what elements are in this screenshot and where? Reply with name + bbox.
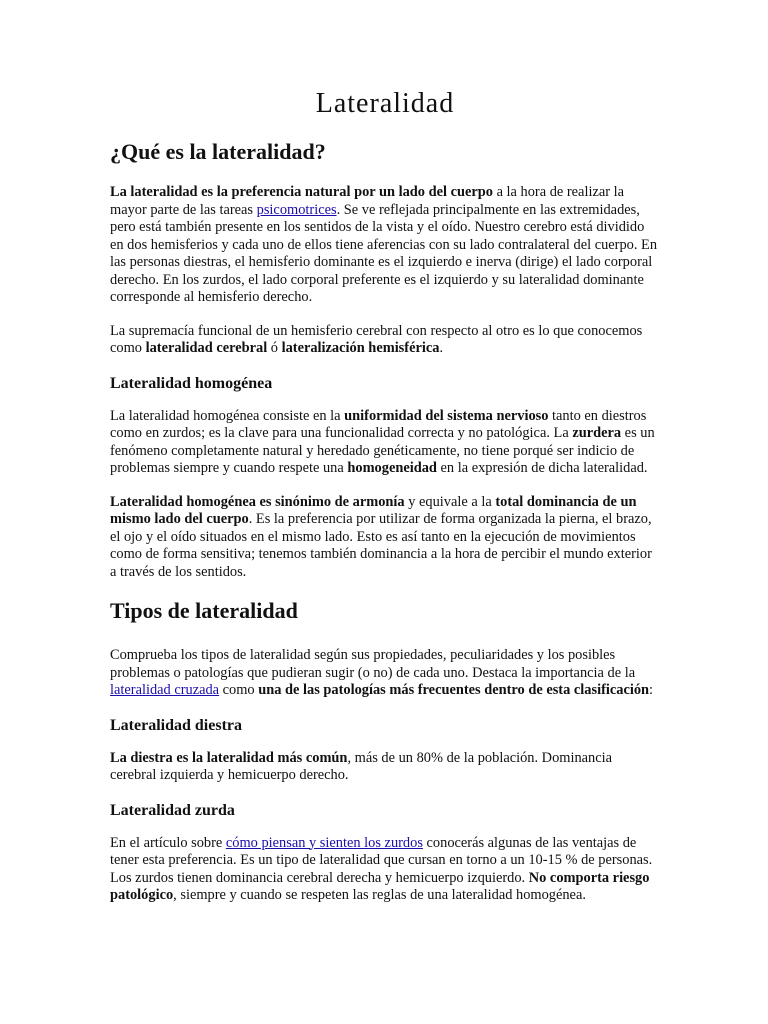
text: conocerás algunas de las ventajas de tener esta preferencia. Es un tipo de lateralidad que cursan en torno a un 10-15 % de personas. Los zurdos tienen dominancia cerebral derecha y hemicuerpo izquierdo.: [110, 834, 653, 886]
bold-text: La lateralidad es la preferencia natural por un lado del cuerpo: [110, 184, 493, 200]
bold-text: lateralidad cerebral: [145, 340, 268, 356]
paragraph-tipos: [110, 647, 660, 700]
bold-text: Lateralidad homogénea es sinónimo de armonía: [110, 493, 405, 510]
bold-text: total dominancia de un mismo lado del cuerpo: [110, 493, 637, 527]
text: En el artículo sobre: [110, 834, 226, 851]
text: y equivale a la: [404, 493, 496, 510]
text: a la hora de realizar la mayor parte de las tareas: [110, 184, 624, 218]
heading-tipos: Tipos de lateralidad: [110, 598, 298, 623]
heading-zurda: Lateralidad zurda: [110, 801, 235, 819]
heading-diestra: Lateralidad diestra: [110, 716, 242, 734]
paragraph-diestra: [110, 750, 660, 785]
paragraph-homogenea-1: [110, 408, 660, 478]
bold-text: homogeneidad: [347, 460, 437, 476]
bold-text: No comporta riesgo patológico: [110, 869, 650, 903]
page-title: Lateralidad: [315, 88, 455, 119]
heading-que-es: ¿Qué es la lateralidad?: [110, 139, 326, 164]
bold-text: lateralización hemisférica: [281, 340, 440, 356]
paragraph-supremacia: [110, 323, 660, 358]
text: . Se ve reflejada principalmente en las extremidades, pero está también presente en los sentidos de la vista y el oído. Nuestro cerebro está dividido en dos hemisferios y cada uno de ellos tiene aferencias con su lado contralateral del cuerpo. En las personas diestras, el hemisferio dominante es el izquierdo e inerva (dirige) el lado corporal derecho. En los zurdos, el lado corporal preferente es el izquierdo y su lateralidad dominante corresponde al hemisferio derecho.: [110, 201, 658, 305]
text: en la expresión de dicha lateralidad.: [436, 460, 648, 476]
text: tanto en diestros como en zurdos; es la clave para una funcionalidad correcta y no patológica. La: [110, 407, 647, 441]
heading-homogenea: Lateralidad homogénea: [110, 374, 273, 392]
bold-text: una de las patologías más frecuentes dentro de esta clasificación: [258, 682, 650, 698]
bold-text: La diestra es la lateralidad más común: [110, 749, 348, 766]
text: . Es la preferencia por utilizar de forma organizada la pierna, el brazo, el ojo y el oído situados en el mismo lado. Esto es así tanto en la ejecución de movimientos como de forma sensitiva; tenemos también dominancia a la hora de percibir el mundo exterior a través de los sentidos.: [110, 511, 652, 580]
text: .: [439, 340, 444, 356]
link-lateralidad-cruzada[interactable]: lateralidad cruzada: [110, 682, 220, 698]
paragraph-homogenea-2: [110, 494, 660, 582]
text: , siempre y cuando se respeten las reglas de una lateralidad homogénea.: [173, 887, 586, 903]
document-page: [110, 86, 660, 921]
bold-text: uniformidad del sistema nervioso: [344, 407, 549, 424]
bold-text: zurdera: [572, 425, 622, 441]
text: como: [219, 682, 259, 698]
text: es un fenómeno completamente natural y heredado genéticamente, no tiene porqué ser indicio de problemas siempre y cuando respete una: [110, 425, 655, 476]
text: :: [649, 682, 654, 698]
paragraph-zurda: [110, 835, 660, 905]
text: , más de un 80% de la población. Dominancia cerebral izquierda y hemicuerpo derecho.: [110, 749, 613, 783]
text: ó: [267, 340, 282, 356]
text: Comprueba los tipos de lateralidad según sus propiedades, peculiaridades y los posibles problemas o patologías que pudieran sugir (o no) de cada uno. Destaca la importancia de la: [110, 647, 636, 681]
link-psicomotrices[interactable]: psicomotrices: [256, 201, 337, 218]
paragraph-definicion: [110, 184, 660, 307]
text: La lateralidad homogénea consiste en la: [110, 407, 345, 424]
text: La supremacía funcional de un hemisferio cerebral con respecto al otro es lo que conocemos como: [110, 322, 643, 356]
link-como-piensan-zurdos[interactable]: cómo piensan y sienten los zurdos: [225, 834, 423, 851]
